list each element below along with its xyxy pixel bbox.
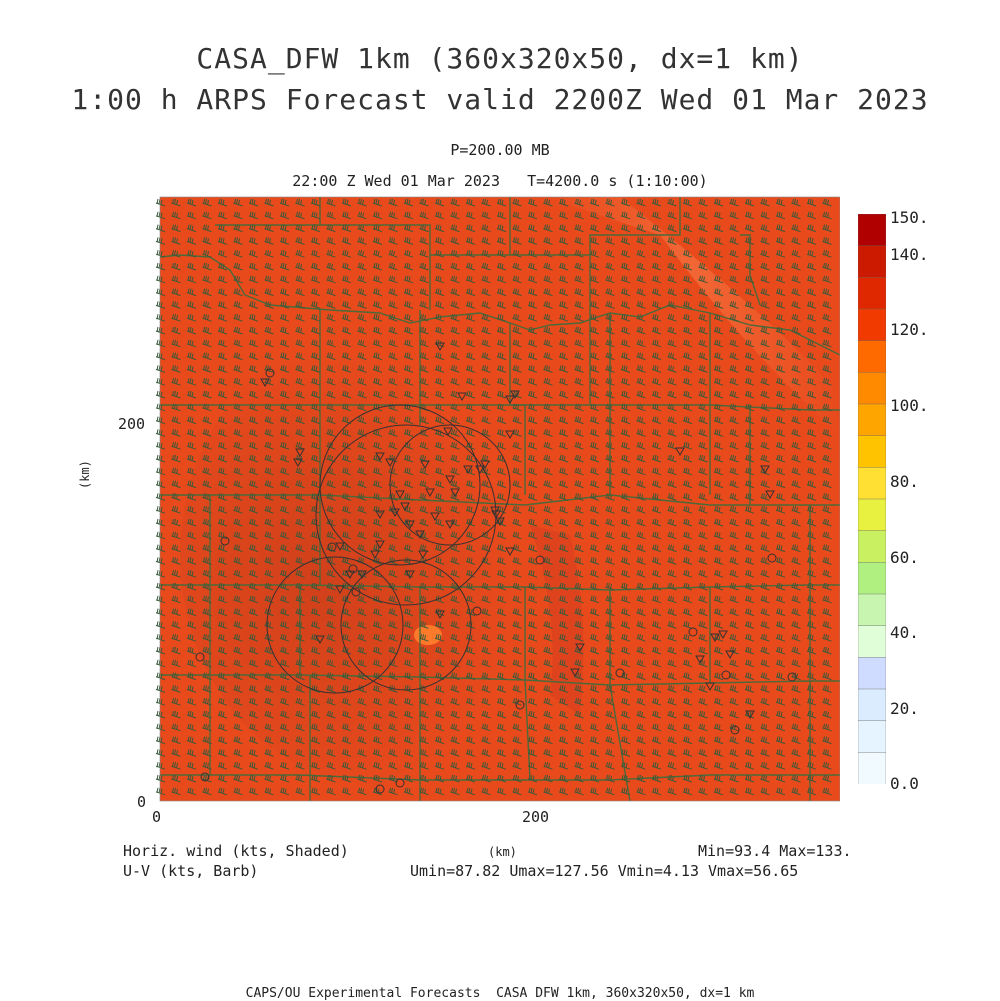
colorbar-label: 100. (890, 396, 929, 415)
colorbar-swatch (858, 277, 886, 309)
colorbar-swatch (858, 436, 886, 468)
colorbar-swatch (858, 626, 886, 658)
barb-field-label: U-V (kts, Barb) (123, 862, 259, 880)
valid-time-label: 22:00 Z Wed 01 Mar 2023 T=4200.0 s (1:10:00) (292, 172, 708, 190)
colorbar-label: 150. (890, 208, 929, 227)
map-title-line1: CASA_DFW 1km (360x320x50, dx=1 km) (196, 42, 804, 75)
colorbar (858, 214, 886, 784)
shaded-field-label: Horiz. wind (kts, Shaded) (123, 842, 349, 860)
colorbar-swatch (858, 657, 886, 689)
wind-map-plot (150, 195, 840, 805)
x-tick-0: 0 (152, 808, 162, 826)
colorbar-swatch (858, 372, 886, 404)
colorbar-swatch (858, 467, 886, 499)
colorbar-label: 40. (890, 623, 919, 642)
colorbar-swatch (858, 341, 886, 373)
map-title-line2: 1:00 h ARPS Forecast valid 2200Z Wed 01 Mar 2023 (71, 83, 929, 116)
colorbar-swatch (858, 499, 886, 531)
uv-stats-label: Umin=87.82 Umax=127.56 Vmin=4.13 Vmax=56.65 (410, 862, 799, 880)
colorbar-label: 140. (890, 245, 929, 264)
colorbar-label: 0.0 (890, 774, 919, 793)
colorbar-swatch (858, 404, 886, 436)
colorbar-label: 20. (890, 699, 919, 718)
colorbar-swatch (858, 246, 886, 278)
colorbar-label: 60. (890, 548, 919, 567)
colorbar-swatch (858, 214, 886, 246)
y-tick-0: 0 (137, 793, 147, 811)
x-axis-label: (km) (488, 845, 517, 859)
darker-wind-region (180, 325, 580, 785)
colorbar-swatch (858, 309, 886, 341)
y-tick-200: 200 (118, 415, 146, 433)
colorbar-swatch (858, 594, 886, 626)
x-tick-200: 200 (522, 808, 550, 826)
min-max-label: Min=93.4 Max=133. (698, 842, 852, 860)
colorbar-swatch (858, 721, 886, 753)
colorbar-swatch (858, 562, 886, 594)
colorbar-label: 120. (890, 320, 929, 339)
colorbar-swatch (858, 689, 886, 721)
colorbar-swatch (858, 531, 886, 563)
colorbar-label: 80. (890, 472, 919, 491)
colorbar-swatch (858, 752, 886, 784)
footer-credit: CAPS/OU Experimental Forecasts CASA DFW 1km, 360x320x50, dx=1 km (245, 986, 755, 1001)
pressure-level-label: P=200.00 MB (450, 141, 550, 159)
y-axis-label: (km) (78, 460, 92, 489)
